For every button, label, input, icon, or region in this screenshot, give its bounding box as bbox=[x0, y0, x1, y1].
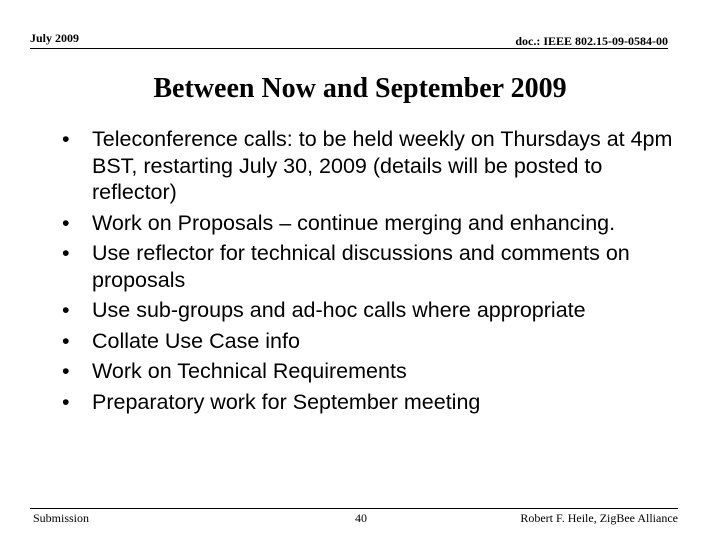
bullet-text: Use sub-groups and ad-hoc calls where appropriate bbox=[92, 298, 586, 322]
bullet-text: Collate Use Case info bbox=[92, 328, 300, 353]
bullet-text: Work on Technical Requirements bbox=[92, 359, 407, 383]
bullet-text: Preparatory work for September meeting bbox=[92, 389, 481, 414]
footer-divider bbox=[30, 508, 678, 509]
header-date: July 2009 bbox=[30, 31, 80, 45]
bullet-icon: • bbox=[62, 389, 70, 414]
bullet-item bbox=[62, 389, 682, 416]
bullet-text: Teleconference calls: to be held weekly on Thursdays at 4pm BST, restarting July 30, 2009 (details will be posted to reflector) bbox=[92, 127, 673, 204]
bullet-list bbox=[62, 126, 682, 419]
bullet-icon: • bbox=[62, 127, 70, 151]
footer-page-number: 40 bbox=[355, 511, 367, 525]
bullet-item bbox=[62, 126, 682, 206]
header-divider bbox=[30, 48, 668, 49]
footer-author: Robert F. Heile, ZigBee Alliance bbox=[520, 511, 678, 525]
bullet-item bbox=[62, 240, 682, 293]
bullet-icon: • bbox=[62, 241, 70, 265]
bullet-icon: • bbox=[62, 210, 70, 235]
bullet-icon: • bbox=[62, 328, 70, 353]
footer-submission: Submission bbox=[33, 511, 90, 525]
bullet-icon: • bbox=[62, 298, 70, 322]
bullet-item bbox=[62, 210, 682, 237]
slide-title: Between Now and September 2009 bbox=[153, 73, 567, 104]
bullet-text: Use reflector for technical discussions and comments on proposals bbox=[92, 241, 630, 292]
bullet-icon: • bbox=[62, 359, 70, 383]
header-doc-id: doc.: IEEE 802.15-09-0584-00 bbox=[515, 34, 668, 48]
bullet-item bbox=[62, 358, 682, 385]
bullet-item bbox=[62, 328, 682, 355]
bullet-text: Work on Proposals – continue merging and enhancing. bbox=[92, 210, 616, 235]
bullet-item bbox=[62, 297, 682, 324]
